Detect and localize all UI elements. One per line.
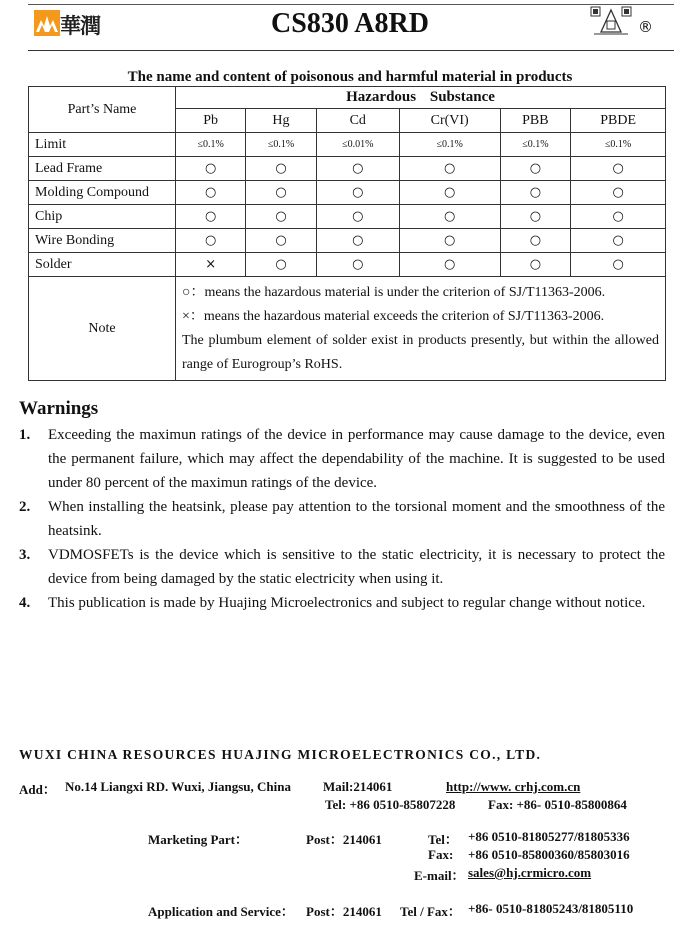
status-cell: ○ bbox=[246, 229, 316, 253]
status-cell: ○ bbox=[571, 229, 666, 253]
table-row bbox=[29, 181, 666, 205]
logo-text: 華潤 bbox=[60, 14, 100, 38]
warnings-heading: Warnings bbox=[19, 398, 99, 419]
status-cell: ○ bbox=[399, 181, 500, 205]
table-row bbox=[29, 205, 666, 229]
list-item bbox=[19, 495, 665, 543]
marketing-post: Post：214061 bbox=[306, 832, 382, 847]
marketing-fax: +86 0510-85800360/85803016 bbox=[468, 847, 630, 862]
table-row bbox=[29, 157, 666, 181]
table-row bbox=[29, 133, 666, 157]
marketing-tel-label: Tel： bbox=[428, 832, 458, 847]
website-link[interactable]: http://www. crhj.com.cn bbox=[446, 779, 581, 794]
limit-value: ≤0.1% bbox=[176, 133, 246, 157]
application-tel-label: Tel / Fax： bbox=[400, 904, 461, 919]
application-label: Application and Service： bbox=[148, 904, 294, 919]
substance-header: Cd bbox=[316, 109, 399, 133]
marketing-tel: +86 0510-81805277/81805336 bbox=[468, 829, 630, 844]
status-cell: ○ bbox=[571, 205, 666, 229]
substance-header: Pb bbox=[176, 109, 246, 133]
note-line: ×：means the hazardous material exceeds the criterion of SJ/T11363-2006. bbox=[182, 309, 605, 324]
limit-label: Limit bbox=[29, 133, 176, 157]
status-cell: ○ bbox=[316, 229, 399, 253]
status-cell: ○ bbox=[246, 181, 316, 205]
limit-value: ≤0.1% bbox=[399, 133, 500, 157]
header-rule bbox=[28, 50, 674, 51]
note-content bbox=[176, 277, 666, 381]
part-name: Wire Bonding bbox=[29, 229, 176, 253]
note-row bbox=[29, 277, 666, 381]
status-cell: ○ bbox=[176, 205, 246, 229]
status-cell: ○ bbox=[500, 181, 571, 205]
item-number: 3. bbox=[19, 547, 31, 563]
limit-value: ≤0.1% bbox=[246, 133, 316, 157]
fax: Fax: +86- 0510-85800864 bbox=[488, 797, 627, 812]
status-cell: × bbox=[176, 253, 246, 277]
status-cell: ○ bbox=[246, 205, 316, 229]
email-link[interactable]: sales@hj.crmicro.com bbox=[468, 865, 592, 880]
status-cell: ○ bbox=[246, 253, 316, 277]
table-row bbox=[29, 229, 666, 253]
substance-header: PBB bbox=[500, 109, 571, 133]
status-cell: ○ bbox=[316, 157, 399, 181]
status-cell: ○ bbox=[399, 157, 500, 181]
item-number: 2. bbox=[19, 499, 31, 515]
warnings-list bbox=[19, 423, 665, 615]
address: No.14 Liangxi RD. Wuxi, Jiangsu, China bbox=[65, 779, 292, 794]
status-cell: ○ bbox=[500, 253, 571, 277]
item-text: This publication is made by Huajing Microelectronics and subject to regular change without notice. bbox=[48, 595, 646, 611]
status-cell: ○ bbox=[399, 229, 500, 253]
note-line: The plumbum element of solder exist in products presently, but within the allowed range of Eurogroup’s RoHS. bbox=[182, 333, 659, 372]
page-title: CS830 A8RD bbox=[271, 8, 429, 39]
status-cell: ○ bbox=[246, 157, 316, 181]
part-name: Solder bbox=[29, 253, 176, 277]
part-name: Chip bbox=[29, 205, 176, 229]
list-item bbox=[19, 591, 665, 615]
part-name: Lead Frame bbox=[29, 157, 176, 181]
table-title: The name and content of poisonous and harmful material in products bbox=[127, 69, 573, 85]
status-cell: ○ bbox=[176, 181, 246, 205]
parts-name-header: Part’s Name bbox=[29, 87, 176, 133]
list-item bbox=[19, 543, 665, 591]
company-name: WUXI CHINA RESOURCES HUAJING MICROELECTRONICS CO., LTD. bbox=[19, 747, 542, 762]
item-number: 1. bbox=[19, 427, 31, 443]
status-cell: ○ bbox=[316, 181, 399, 205]
status-cell: ○ bbox=[571, 181, 666, 205]
substance-header: Hg bbox=[246, 109, 316, 133]
status-cell: ○ bbox=[316, 253, 399, 277]
status-cell: ○ bbox=[571, 157, 666, 181]
status-cell: ○ bbox=[500, 205, 571, 229]
hazardous-substance-header: Hazardous Substance bbox=[176, 87, 666, 109]
substance-header: PBDE bbox=[571, 109, 666, 133]
status-cell: ○ bbox=[399, 205, 500, 229]
status-cell: ○ bbox=[399, 253, 500, 277]
address-label: Add： bbox=[19, 782, 56, 797]
status-cell: ○ bbox=[571, 253, 666, 277]
item-text: Exceeding the maximun ratings of the device in performance may cause damage to the device, even the permanent failure, which may affect the dependability of the machine. It is suggested to be used under 80 percent of the maximun ratings of the device. bbox=[48, 427, 665, 491]
status-cell: ○ bbox=[500, 229, 571, 253]
status-cell: ○ bbox=[500, 157, 571, 181]
registered-mark: ® bbox=[638, 18, 653, 36]
hazardous-substance-table bbox=[28, 86, 666, 381]
item-text: When installing the heatsink, please pay attention to the torsional moment and the smoothness of the heatsink. bbox=[48, 499, 665, 539]
list-item bbox=[19, 423, 665, 495]
limit-value: ≤0.1% bbox=[571, 133, 666, 157]
limit-value: ≤0.1% bbox=[500, 133, 571, 157]
application-tel: +86- 0510-81805243/81805110 bbox=[468, 901, 634, 916]
status-cell: ○ bbox=[176, 229, 246, 253]
status-cell: ○ bbox=[176, 157, 246, 181]
item-number: 4. bbox=[19, 595, 31, 611]
status-cell: ○ bbox=[316, 205, 399, 229]
marketing-fax-label: Fax: bbox=[428, 847, 454, 862]
telephone: Tel: +86 0510-85807228 bbox=[325, 797, 456, 812]
part-name: Molding Compound bbox=[29, 181, 176, 205]
note-line: ○：means the hazardous material is under the criterion of SJ/T11363-2006. bbox=[182, 285, 606, 300]
table-row bbox=[29, 253, 666, 277]
certification-mark-icon bbox=[590, 6, 632, 36]
item-text: VDMOSFETs is the device which is sensitive to the static electricity, it is necessary to protect the device from being damaged by the static electricity when using it. bbox=[48, 547, 665, 587]
limit-value: ≤0.01% bbox=[316, 133, 399, 157]
substance-header: Cr(VI) bbox=[399, 109, 500, 133]
note-label: Note bbox=[29, 277, 176, 381]
top-rule bbox=[28, 4, 674, 5]
marketing-label: Marketing Part： bbox=[148, 832, 249, 847]
email-label: E-mail： bbox=[414, 868, 465, 883]
mail-code: Mail:214061 bbox=[323, 779, 393, 794]
application-post: Post：214061 bbox=[306, 904, 382, 919]
